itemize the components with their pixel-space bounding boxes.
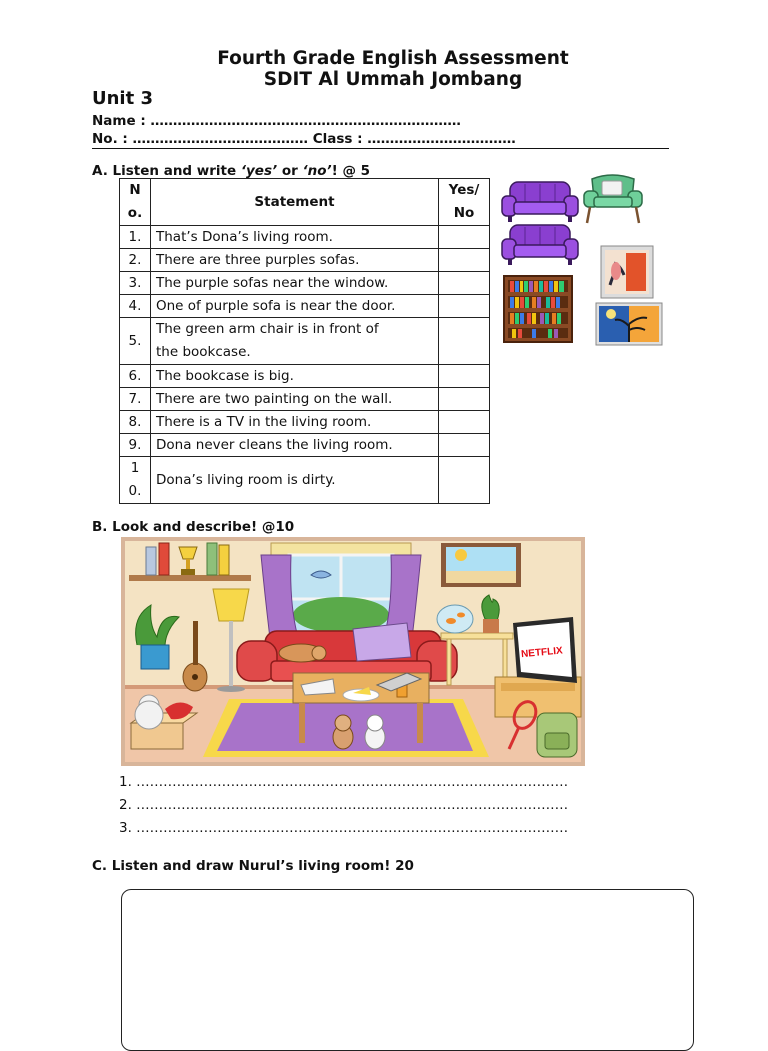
purple-sofa-picture-1: [500, 180, 580, 224]
tree-painting-picture: [595, 302, 663, 346]
table-row: [120, 457, 490, 504]
answer-cell[interactable]: [439, 388, 490, 411]
table-row: [120, 365, 490, 388]
green-armchair-picture: [582, 173, 644, 225]
row-statement: The purple sofas near the window.: [151, 272, 439, 295]
table-row: [120, 295, 490, 318]
description-line-3[interactable]: 3. ……………………………………………………………………………………: [119, 820, 569, 836]
row-statement: One of purple sofa is near the door.: [151, 295, 439, 318]
unit-heading: Unit 3: [92, 88, 153, 109]
row-statement: The bookcase is big.: [151, 365, 439, 388]
header-yes-no-line-2: No: [453, 205, 475, 221]
table-row: [120, 318, 490, 365]
row-statement: Dona’s living room is dirty.: [151, 457, 439, 504]
table-row: [120, 249, 490, 272]
row-number: 7.: [120, 388, 151, 411]
answer-cell[interactable]: [439, 411, 490, 434]
header-number-line-2: o.: [127, 205, 143, 221]
row-number: 6.: [120, 365, 151, 388]
name-field: Name : ……………………………………………………………: [92, 113, 461, 129]
table-row: [120, 434, 490, 457]
answer-cell[interactable]: [439, 295, 490, 318]
living-room-illustration: [121, 537, 585, 766]
table-row: [120, 388, 490, 411]
section-a-middle: or: [277, 163, 303, 179]
table-row: [120, 272, 490, 295]
row-number-line-1: 1: [130, 460, 140, 476]
header-divider: [92, 148, 669, 149]
row-statement: That’s Dona’s living room.: [151, 226, 439, 249]
header-number-line-1: N: [129, 182, 141, 198]
description-line-1[interactable]: 1. ……………………………………………………………………………………: [119, 774, 569, 790]
table-row: [120, 226, 490, 249]
section-b-title: B. Look and describe! @10: [92, 519, 295, 535]
header-yes-no: [439, 179, 490, 226]
answer-cell[interactable]: [439, 226, 490, 249]
section-a-yes-word: ‘yes’: [240, 163, 278, 179]
answer-cell[interactable]: [439, 457, 490, 504]
answer-cell[interactable]: [439, 272, 490, 295]
section-a-prefix: A. Listen and write: [92, 163, 241, 179]
section-c-title: C. Listen and draw Nurul’s living room! 20: [92, 858, 414, 874]
row-number: 9.: [120, 434, 151, 457]
page-title-line-2: SDIT Al Ummah Jombang: [263, 69, 523, 90]
table-row: [120, 411, 490, 434]
page-title-line-1: Fourth Grade English Assessment: [217, 48, 569, 69]
row-statement: There are two painting on the wall.: [151, 388, 439, 411]
row-number-line-2: 0.: [128, 483, 142, 499]
header-statement: Statement: [151, 179, 439, 226]
table-header-row: [120, 179, 490, 226]
purple-sofa-picture-2: [500, 223, 580, 267]
answer-cell[interactable]: [439, 434, 490, 457]
row-number: 8.: [120, 411, 151, 434]
row-number: 2.: [120, 249, 151, 272]
statement-table: [119, 178, 490, 504]
row-statement: There is a TV in the living room.: [151, 411, 439, 434]
row-number: 5.: [120, 318, 151, 365]
answer-cell[interactable]: [439, 249, 490, 272]
abstract-painting-picture: [600, 245, 654, 299]
number-class-field: No. : ………………………………… Class : ……………………………: [92, 131, 516, 147]
row-statement: Dona never cleans the living room.: [151, 434, 439, 457]
answer-cell[interactable]: [439, 318, 490, 365]
row-number: 3.: [120, 272, 151, 295]
bookcase-picture: [502, 274, 574, 344]
row-number: [120, 457, 151, 504]
header-yes-no-line-1: Yes/: [448, 182, 480, 198]
header-number: [120, 179, 151, 226]
section-a-suffix: ! @ 5: [331, 163, 371, 179]
row-statement: [151, 318, 439, 365]
row-number: 4.: [120, 295, 151, 318]
tv-netflix-logo: NETFLIX: [520, 645, 564, 661]
section-a-no-word: ‘no’: [302, 163, 332, 179]
row-statement-line-2: the bookcase.: [156, 344, 251, 360]
section-a-title: [92, 163, 370, 179]
answer-cell[interactable]: [439, 365, 490, 388]
drawing-box[interactable]: [121, 889, 694, 1051]
row-number: 1.: [120, 226, 151, 249]
row-statement-line-1: The green arm chair is in front of: [156, 321, 379, 337]
description-line-2[interactable]: 2. ……………………………………………………………………………………: [119, 797, 569, 813]
row-statement: There are three purples sofas.: [151, 249, 439, 272]
